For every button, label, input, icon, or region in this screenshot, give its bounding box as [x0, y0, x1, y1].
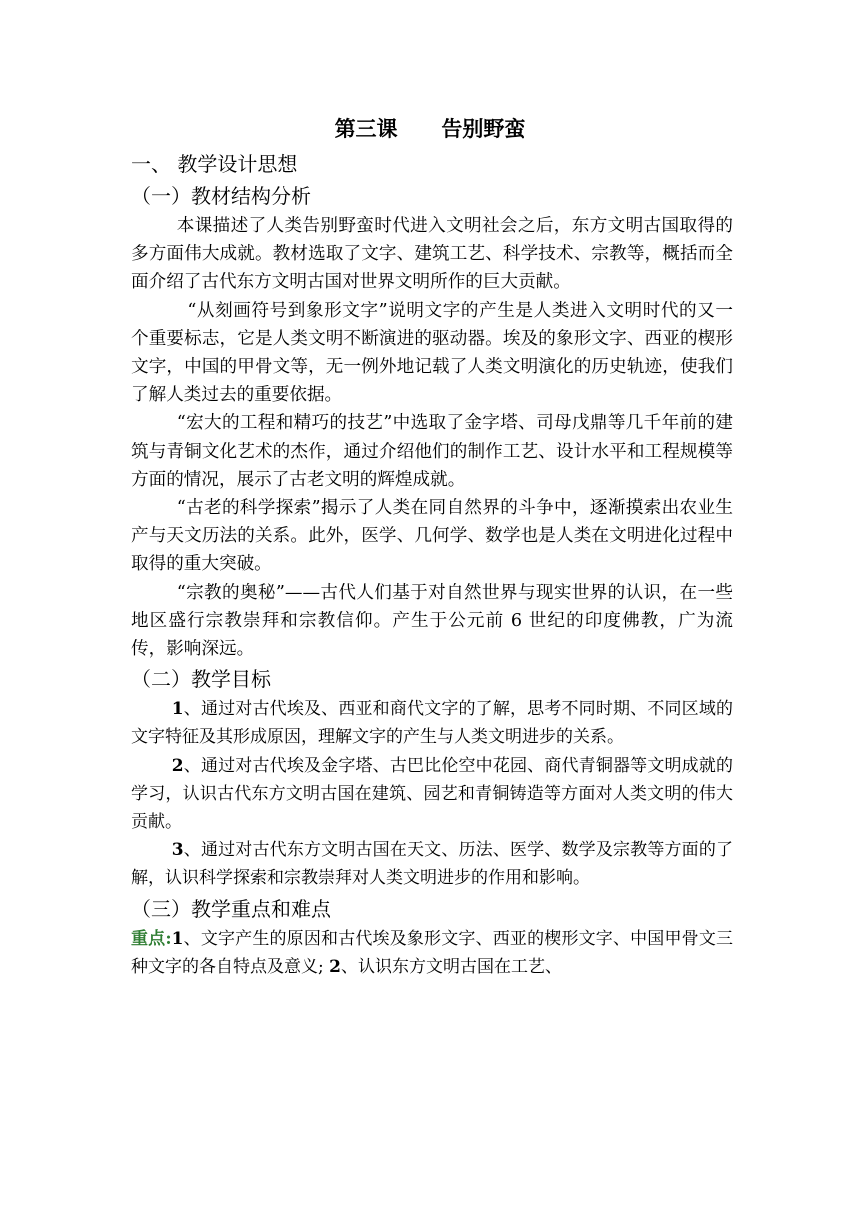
key-point-text: 、文字产生的原因和古代埃及象形文字、西亚的楔形文字、中国甲骨文三种文字的各自特点及意义; — [131, 928, 733, 977]
section-heading-teaching-design: 一、 教学设计思想 — [131, 152, 298, 176]
key-point-number: 2 — [329, 956, 341, 977]
subsection-heading-structure: （一）教材结构分析 — [131, 184, 311, 208]
goal-text: 、通过对古代埃及金字塔、古巴比伦空中花园、商代青铜器等文明成就的学习，认识古代东方文明古国在建筑、园艺和青铜铸造等方面对人类文明的伟大贡献。 — [131, 755, 733, 833]
goal-item — [131, 695, 733, 751]
goal-text: 、通过对古代东方文明古国在天文、历法、医学、数学及宗教等方面的了解，认识科学探索和宗教崇拜对人类文明进步的作用和影响。 — [131, 840, 733, 889]
goal-item — [131, 836, 733, 892]
goal-item — [131, 752, 733, 837]
subsection-heading-goals: （二）教学目标 — [131, 667, 271, 692]
document-body — [131, 148, 733, 981]
goal-text: 、通过对古代埃及、西亚和商代文字的了解，思考不同时期、不同区域的文字特征及其形成原因，理解文字的产生与人类文明进步的关系。 — [131, 699, 733, 748]
paragraph-science: “古老的科学探索”揭示了人类在同自然界的斗争中，逐渐摸索出农业生产与天文历法的关系。此外，医学、几何学、数学也是人类在文明进化过程中取得的重大突破。 — [131, 498, 733, 575]
key-points-paragraph — [131, 925, 733, 981]
goal-number: 2 — [171, 755, 184, 776]
lesson-title: 第三课 告别野蛮 — [334, 116, 526, 141]
paragraph-engineering: “宏大的工程和精巧的技艺”中选取了金字塔、司母戊鼎等几千年前的建筑与青铜文化艺术的杰作，通过介绍他们的制作工艺、设计水平和工程规模等方面的情况，展示了古老文明的辉煌成就。 — [131, 413, 733, 490]
paragraph-writing: “从刻画符号到象形文字”说明文字的产生是人类进入文明时代的又一个重要标志，它是人类文明不断演进的驱动器。埃及的象形文字、西亚的楔形文字，中国的甲骨文等，无一例外地记载了人类文明演化的历史轨迹，使我们了解人类过去的重要依据。 — [131, 300, 733, 406]
key-point-number: 1 — [171, 928, 184, 949]
goal-number: 3 — [171, 840, 184, 861]
goal-number: 1 — [171, 699, 184, 720]
paragraph-religion: “宗教的奥秘”——古代人们基于对自然世界与现实世界的认识，在一些地区盛行宗教崇拜和宗教信仰。产生于公元前 6 世纪的印度佛教，广为流传，影响深远。 — [131, 582, 733, 660]
key-points-label: 重点: — [131, 928, 172, 949]
key-point-text: 、认识东方文明古国在工艺、 — [340, 956, 562, 977]
paragraph-intro: 本课描述了人类告别野蛮时代进入文明社会之后，东方文明古国取得的多方面伟大成就。教材选取了文字、建筑工艺、科学技术、宗教等，概括而全面介绍了古代东方文明古国对世界文明所作的巨大贡献。 — [131, 216, 733, 293]
subsection-heading-key-points: （三）教学重点和难点 — [131, 896, 331, 921]
